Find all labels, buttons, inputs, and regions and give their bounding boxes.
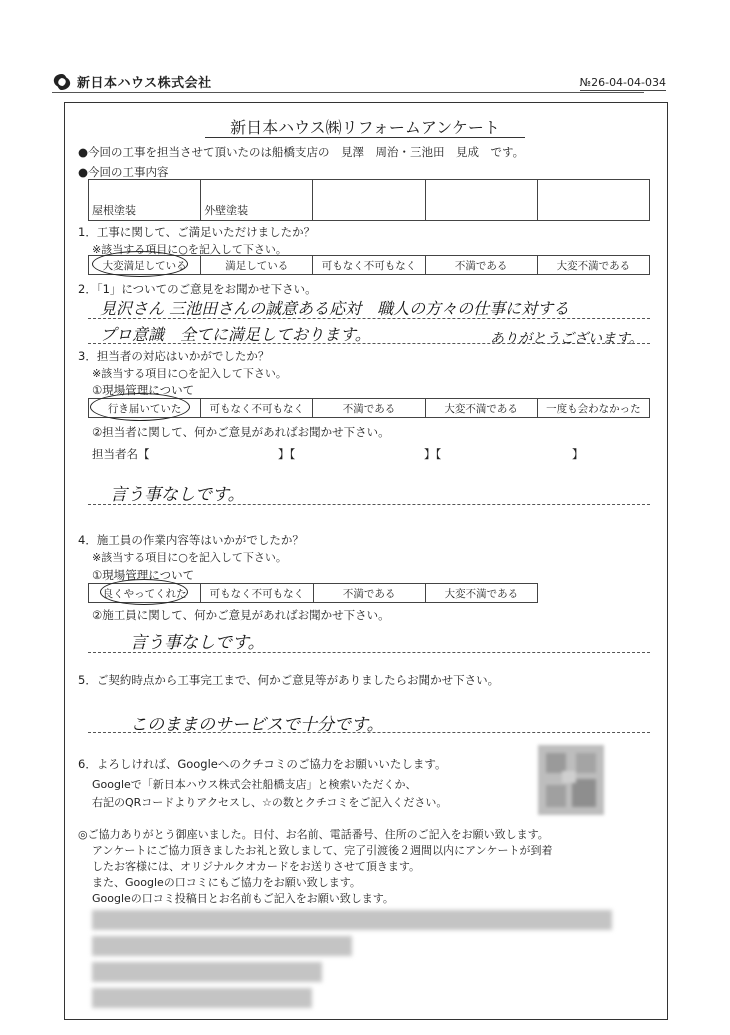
footer-line3: したお客様には、オリジナルクオカードをお送りさせて頂きます。 [92,860,421,873]
intro-text: ●今回の工事を担当させて頂いたのは船橋支店の 見澤 周治・三池田 見成 です。 [78,145,525,159]
q4-option-neutral[interactable]: 可もなく不可もなく [201,584,313,603]
q3-bracket: 】【 [424,447,442,461]
footer-line2: アンケートにご協力頂きましたお礼と致しまして、完了引渡後２週間以内にアンケートが到着 [92,844,553,857]
q2-answer-line2: プロ意識 全てに満足しております。 [100,325,371,344]
q5-answer-rule [88,732,650,733]
qr-code[interactable] [538,745,604,815]
q5-answer: このままのサービスで十分です。 [130,715,384,735]
q3-option-never-met[interactable]: 一度も会わなかった [537,399,649,418]
q3-selection-circle [90,393,190,421]
company-logo [52,72,212,91]
q1-question: 1．工事に関して、ご満足いただけましたか？ [78,225,316,239]
work-item [313,180,425,221]
q1-option-dissatisfied[interactable]: 不満である [425,256,537,275]
q3-option-very-dissatisfied[interactable]: 大変不満である [425,399,537,418]
redacted-address [92,962,322,982]
work-label: ●今回の工事内容 [78,165,169,179]
title-underline [205,137,525,138]
q2-answer-rule [88,318,650,319]
q3-option-dissatisfied[interactable]: 不満である [313,399,425,418]
q3-sub1: ①現場管理について [92,383,195,397]
q3-note: ※該当する項目に○を記入して下さい。 [92,367,287,380]
q1-option-very-dissatisfied[interactable]: 大変不満である [537,256,649,275]
q4-option-very-dissatisfied[interactable]: 大変不満である [425,584,537,603]
q1-option-very-satisfied[interactable]: 大変満足している [89,256,201,275]
q4-answer: 言う事なしです。 [130,633,265,653]
redacted-date-name [92,910,612,930]
footer-line1: ◎ご協力ありがとう御座いました。日付、お名前、電話番号、住所のご記入をお願い致します。 [78,828,549,841]
work-item [425,180,537,221]
q3-option-neutral[interactable]: 可もなく不可もなく [201,399,313,418]
q5-question: 5．ご契約時点から工事完工まで、何かご意見等がありましたらお聞かせ下さい。 [78,673,500,687]
work-item: 外壁塗装 [201,180,313,221]
form-title: 新日本ハウス㈱リフォームアンケート [230,118,500,137]
header-divider [52,92,644,93]
q3-sub2: ②担当者に関して、何かご意見があればお聞かせ下さい。 [92,425,390,439]
redacted-review-info [92,988,312,1008]
q4-answer-rule [88,652,650,653]
q4-question: 4．施工員の作業内容等はいかがでしたか？ [78,533,304,547]
q3-option-thorough[interactable]: 行き届いていた [89,399,201,418]
q1-option-satisfied[interactable]: 満足している [201,256,313,275]
q6-question: 6．よろしければ、Googleへのクチコミのご協力をお願いいたします。 [78,757,447,771]
q4-sub2: ②施工員に関して、何かご意見があればお聞かせ下さい。 [92,608,390,622]
q3-bracket: 】 [572,447,584,461]
q4-option-dissatisfied[interactable]: 不満である [313,584,425,603]
q1-selection-circle [92,251,188,277]
q3-answer: 言う事なしです。 [110,485,245,505]
footer-line5: Googleの口コミ投稿日とお名前もご記入をお願い致します。 [92,892,394,905]
q1-option-neutral[interactable]: 可もなく不可もなく [313,256,425,275]
q2-answer-rule [88,343,650,344]
q4-option-good-work[interactable]: 良くやってくれた [89,584,201,603]
q4-sub1: ①現場管理について [92,568,195,582]
q2-answer-line1: 見沢さん 三池田さんの誠意ある応対 職人の方々の仕事に対する [100,299,570,318]
q3-question: 3．担当者の対応はいかがでしたか？ [78,349,270,363]
q2-answer-line3: ありがとうございます。 [490,331,643,347]
company-logo-icon [52,73,72,91]
q1-note: ※該当する項目に○を記入して下さい。 [92,243,287,256]
work-content-table [88,179,650,221]
document-number: №26-04-04-034 [579,76,666,89]
q6-line1: Googleで「新日本ハウス株式会社船橋支店」と検索いただくか、 [92,778,417,791]
q4-note: ※該当する項目に○を記入して下さい。 [92,551,287,564]
work-item [537,180,649,221]
footer-line4: また、Googleの口コミにもご協力をお願い致します。 [92,876,361,889]
q2-question: 2．「1」についてのご意見をお聞かせ下さい。 [78,282,317,296]
q6-line2: 右記のQRコードよりアクセスし、☆の数とクチコミをご記入ください。 [92,796,448,809]
company-name: 新日本ハウス株式会社 [77,76,212,91]
q3-answer-rule [88,504,650,505]
work-item: 屋根塗装 [89,180,201,221]
q3-person-label: 担当者名【 [92,447,150,461]
q4-selection-circle [100,579,188,605]
q3-bracket: 】【 [278,447,296,461]
redacted-phone [92,936,352,956]
qr-code-icon [538,745,604,815]
